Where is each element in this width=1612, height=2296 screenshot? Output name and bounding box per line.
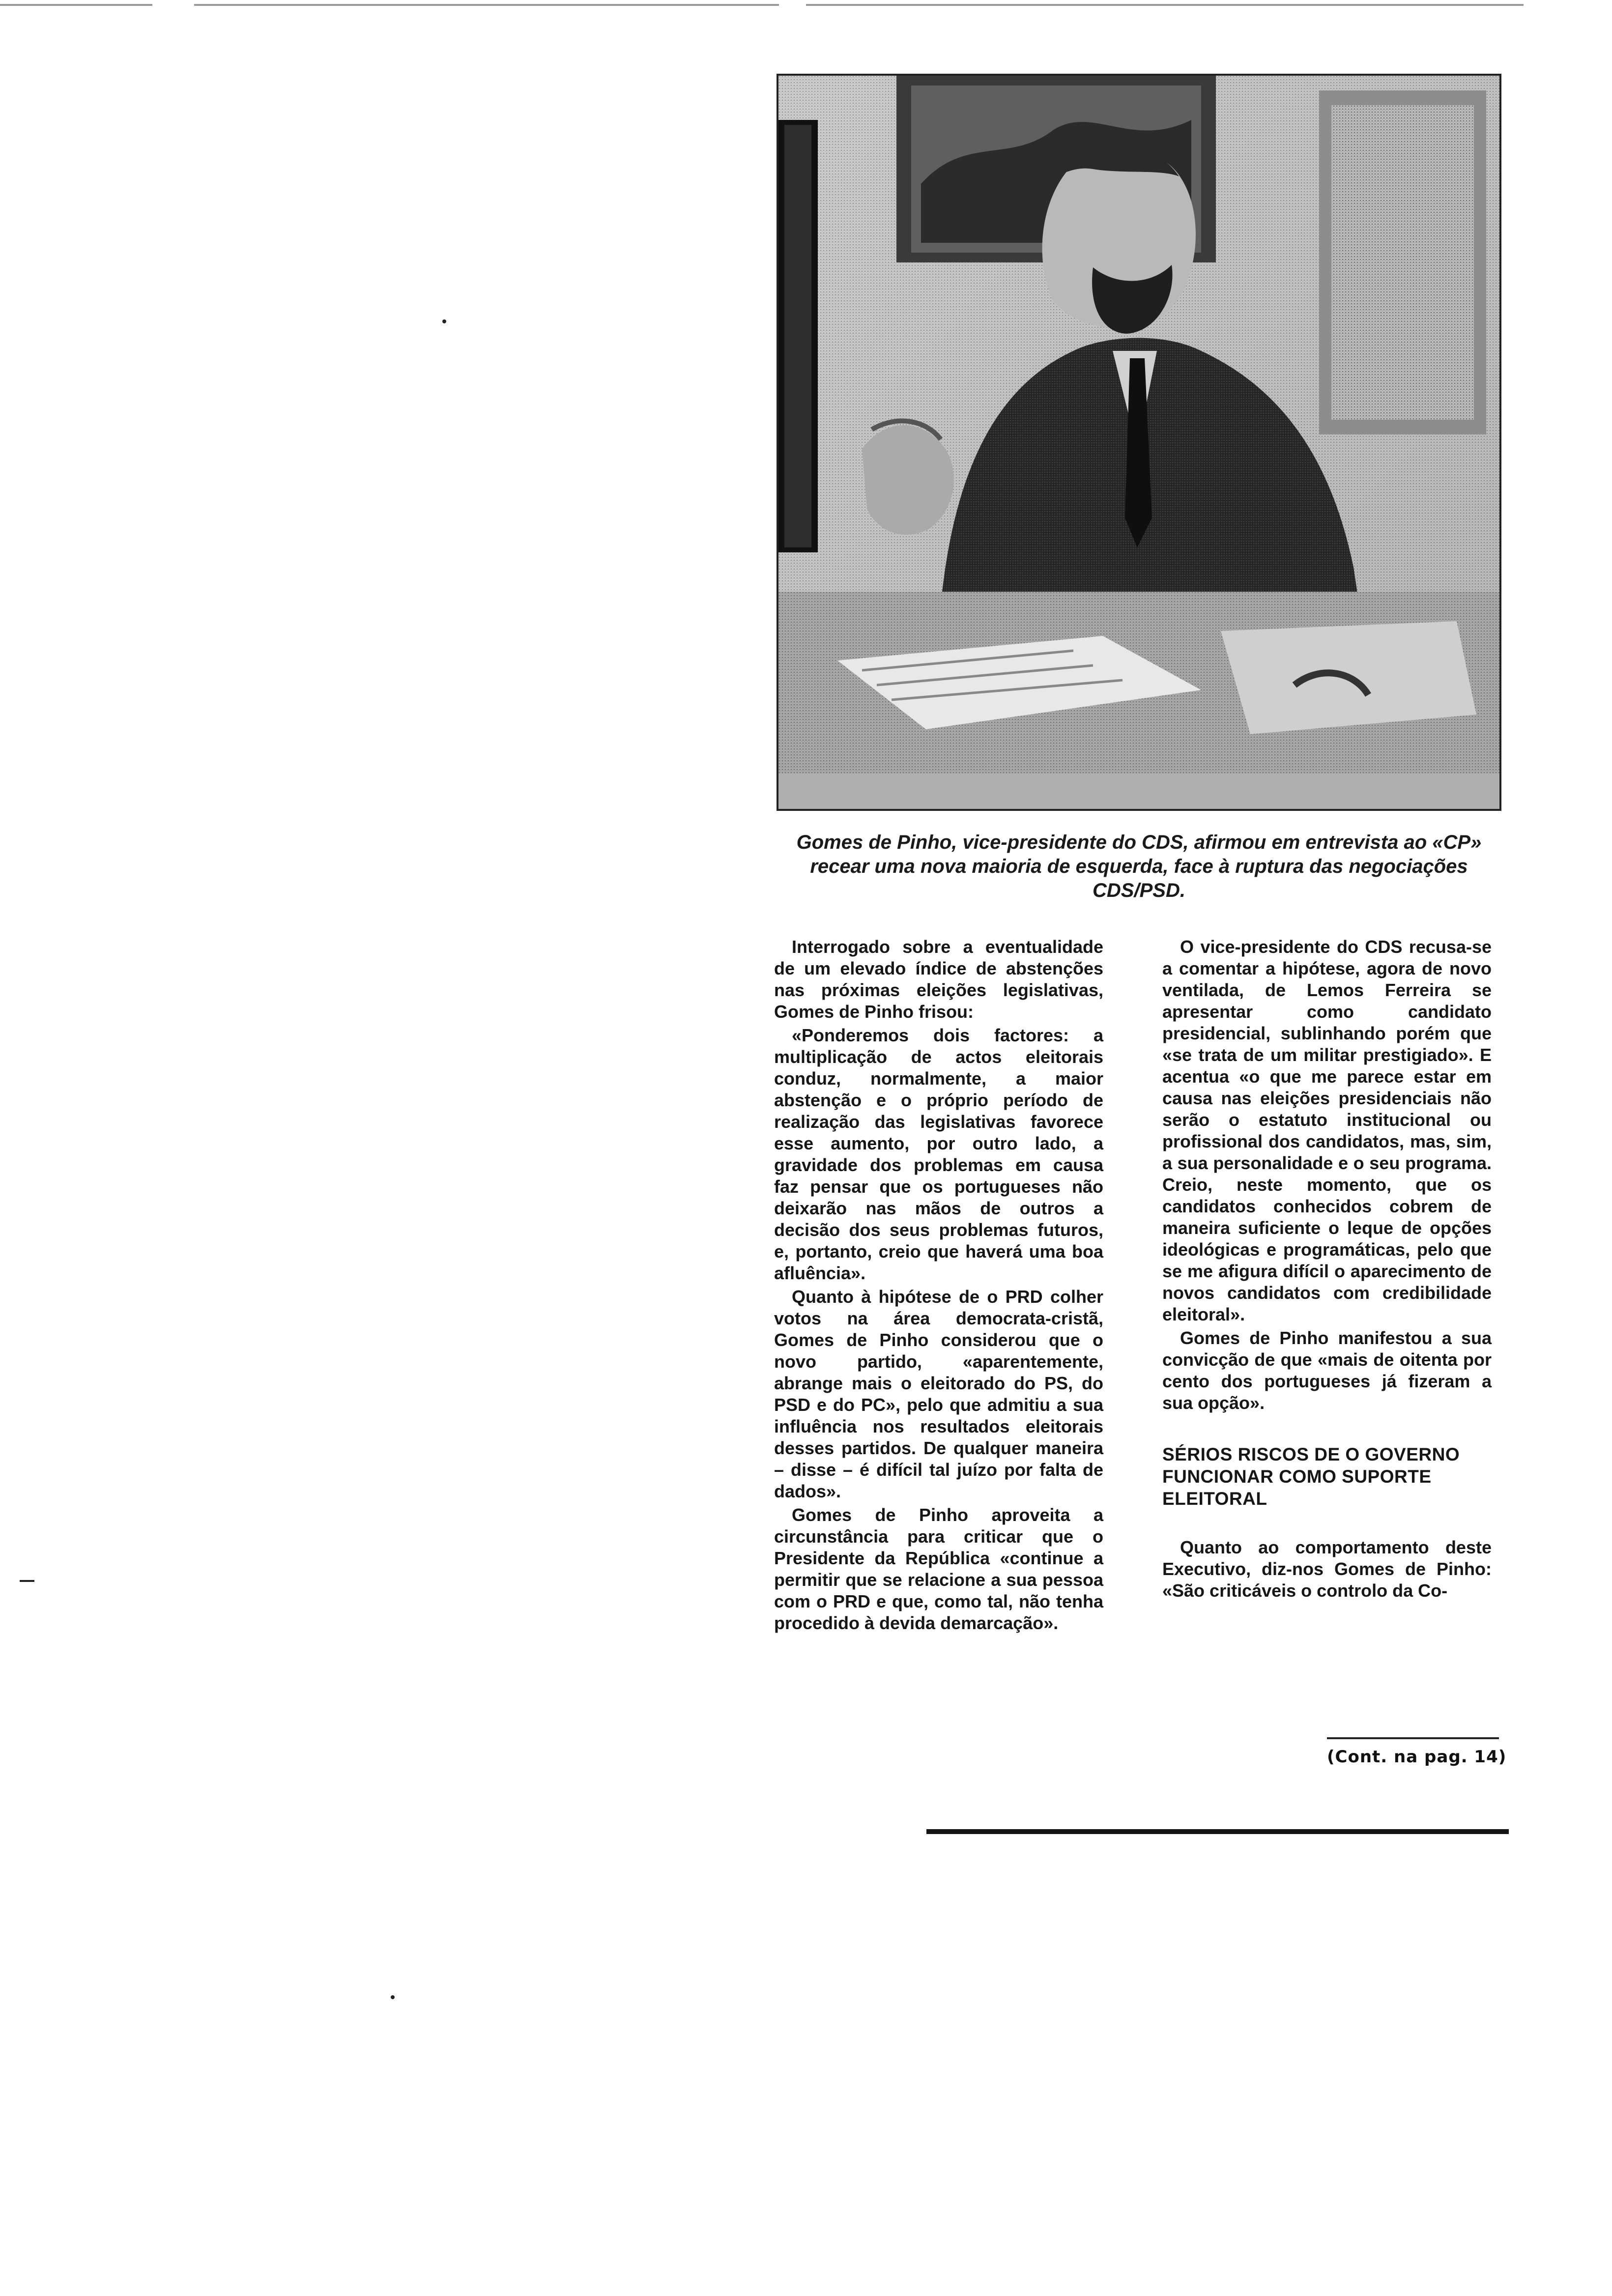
scan-speck [391, 1995, 395, 1999]
continuation-rule [1327, 1737, 1499, 1739]
continuation-note: (Cont. na pag. 14) [1327, 1747, 1507, 1767]
paragraph: O vice-presidente do CDS recusa-se a comentar a hipótese, agora de novo ventilada, de Lemos Ferreira se apresentar como candidato presidencial, sublinhando porém que «se trata de um militar prestigiado». E acentua «o que me parece estar em causa nas eleições presidenciais não serão o estatuto institucional ou profissional dos candidatos, mas, sim, a sua personalidade e o seu programa. Creio, neste momento, que os candidatos conhecidos cobrem de maneira suficiente o leque de opções ideológicas e programáticas, pelo que se me afigura difícil o aparecimento de novos candidatos com credibilidade eleitoral». [1162, 937, 1492, 1324]
paragraph: Gomes de Pinho aproveita a circunstância para criticar que o Presidente da República «continue a permitir que se relacione a sua pessoa com o PRD e que, como tal, não tenha procedido à devida demarcação». [774, 1505, 1103, 1633]
article-end-rule [926, 1829, 1509, 1834]
paragraph: Gomes de Pinho manifestou a sua convicção de que «mais de oitenta por cento dos portugueses já fizeram a sua opção». [1162, 1328, 1492, 1413]
photo-caption: Gomes de Pinho, vice-presidente do CDS, afirmou em entrevista ao «CP» recear uma nova maioria de esquerda, face à ruptura das negociações CDS/PSD. [796, 832, 1482, 901]
top-rule-left [0, 4, 152, 6]
paragraph: Quanto à hipótese de o PRD colher votos na área democrata-cristã, Gomes de Pinho considerou que o novo partido, «aparentemente, abrange mais o eleitorado do PS, do PSD e do PC», pelo que admitiu a sua influência nos resultados eleitorais desses partidos. De qualquer maneira – disse – é difícil tal juízo por falta de dados». [774, 1287, 1103, 1501]
paragraph: Interrogado sobre a eventualidade de um elevado índice de abstenções nas próximas eleições legislativas, Gomes de Pinho frisou: [774, 937, 1103, 1022]
photo-illustration [778, 76, 1501, 811]
top-rule-middle [194, 4, 548, 6]
article-right-column [1162, 936, 1492, 1602]
scan-speck [442, 319, 446, 323]
paragraph: «Ponderemos dois factores: a multiplicação de actos eleitorais conduz, normalmente, a maior abstenção e o próprio período de realização das legislativas favorece esse aumento, por outro lado, a gravidade dos problemas em causa faz pensar que os portugueses não deixarão nas mãos de outros a decisão dos seus problemas futuros, e, portanto, creio que haverá uma boa afluência». [774, 1025, 1103, 1283]
top-rule-center [538, 4, 779, 6]
section-subheading: SÉRIOS RISCOS DE O GOVERNO FUNCIONAR COMO SUPORTE ELEITORAL [1162, 1444, 1460, 1509]
article-left-column [774, 936, 1103, 1634]
top-rule-right [806, 4, 1524, 6]
paragraph: Quanto ao comportamento deste Executivo, diz-nos Gomes de Pinho: «São criticáveis o controlo da Co- [1162, 1537, 1492, 1601]
scan-speck [20, 1580, 34, 1582]
article-photo [777, 74, 1501, 811]
